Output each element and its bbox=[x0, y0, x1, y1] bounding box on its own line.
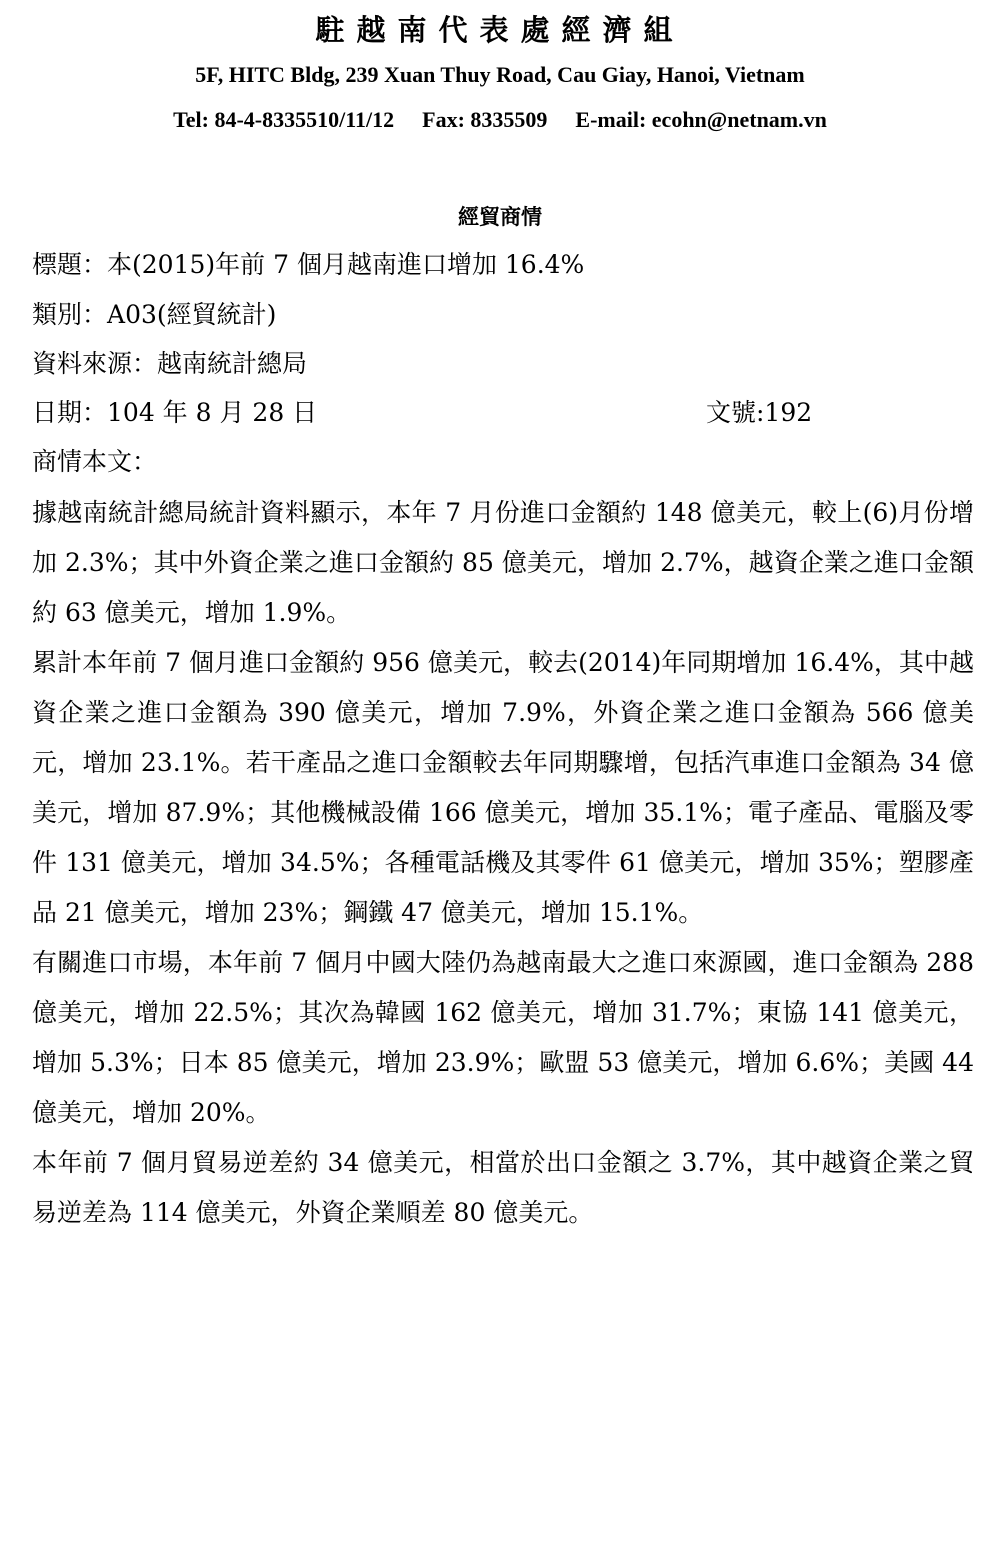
meta-source bbox=[32, 344, 972, 384]
fax-number: Fax: 8335509 bbox=[422, 107, 548, 132]
email-address: E-mail: ecohn@netnam.vn bbox=[575, 107, 827, 132]
source-value: 越南統計總局 bbox=[157, 349, 308, 378]
body-paragraph: 累計本年前 7 個月進口金額約 956 億美元，較去(2014)年同期增加 16.4%，其中越資企業之進口金額為 390 億美元，增加 7.9%，外資企業之進口金額為 566 億美元，增加 23.1%。若干產品之進口金額較去年同期驟增，包括汽車進口金額為 34 億美元，增加 87.9%；其他機械設備 166 億美元，增加 35.1%；電子產品、電腦及零件 131 億美元，增加 34.5%；各種電話機及其零件 61 億美元，增加 35%；塑膠產品 21 億美元，增加 23%；鋼鐵 47 億美元，增加 15.1%。 bbox=[32, 648, 974, 927]
meta-title bbox=[32, 245, 972, 285]
date-label: 日期： bbox=[32, 398, 108, 427]
source-label: 資料來源： bbox=[32, 349, 158, 378]
telephone: Tel: 84-4-8335510/11/12 bbox=[173, 107, 395, 132]
meta-category bbox=[32, 295, 972, 335]
office-address: 5F, HITC Bldg, 239 Xuan Thuy Road, Cau Giay, Hanoi, Vietnam bbox=[195, 62, 805, 87]
date-value: 104 年 8 月 28 日 bbox=[107, 398, 318, 427]
meta-date bbox=[32, 393, 972, 433]
body-label: 商情本文： bbox=[32, 447, 158, 476]
body-paragraph: 有關進口市場，本年前 7 個月中國大陸仍為越南最大之進口來源國，進口金額為 288 億美元，增加 22.5%；其次為韓國 162 億美元，增加 31.7%；東協 141 億美元，增加 5.3%；日本 85 億美元，增加 23.9%；歐盟 53 億美元，增加 6.6%；美國 44 億美元，增加 20%。 bbox=[32, 948, 974, 1127]
body-paragraph: 本年前 7 個月貿易逆差約 34 億美元，相當於出口金額之 3.7%，其中越資企業之貿易逆差為 114 億美元，外資企業順差 80 億美元。 bbox=[32, 1148, 974, 1227]
document-number: 文號:192 bbox=[706, 398, 813, 427]
title-value: 本(2015)年前 7 個月越南進口增加 16.4% bbox=[107, 250, 585, 279]
title-label: 標題： bbox=[32, 250, 108, 279]
organization-title: 駐越南代表處經濟組 bbox=[315, 13, 685, 47]
body-text bbox=[32, 488, 974, 1238]
body-paragraph: 據越南統計總局統計資料顯示，本年 7 月份進口金額約 148 億美元，較上(6)月份增加 2.3%；其中外資企業之進口金額約 85 億美元，增加 2.7%，越資企業之進口金額約 63 億美元，增加 1.9%。 bbox=[32, 498, 974, 627]
category-value: A03(經貿統計) bbox=[107, 300, 277, 329]
section-heading: 經貿商情 bbox=[458, 204, 542, 229]
category-label: 類別： bbox=[32, 300, 108, 329]
contact-line bbox=[0, 101, 1000, 139]
